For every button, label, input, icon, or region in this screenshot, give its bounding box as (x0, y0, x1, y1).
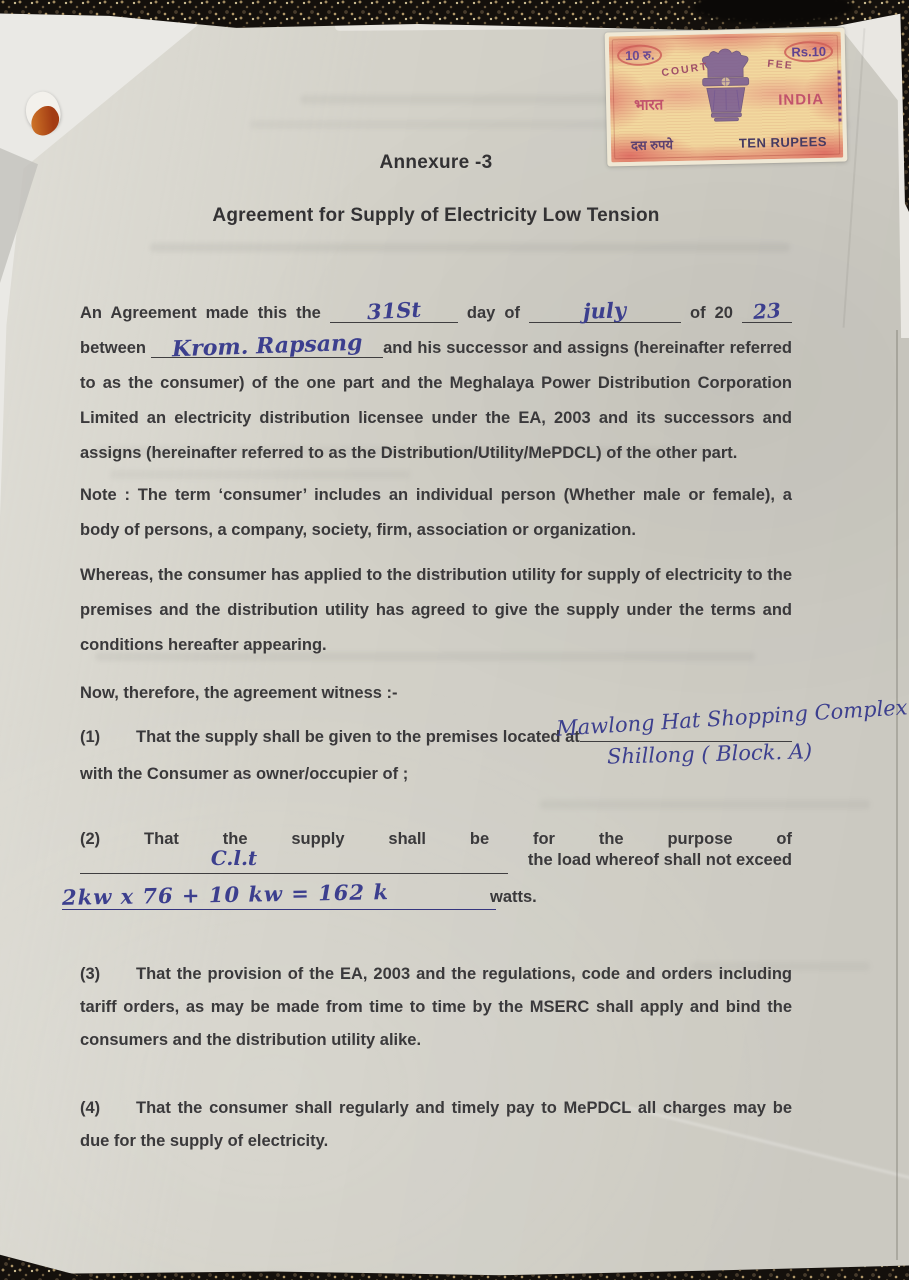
clause2-number: (2) (80, 830, 101, 848)
year-field (742, 298, 792, 324)
clause1-line2: with the Consumer as owner/occupier of ; (80, 765, 409, 783)
year-handwriting: 23 (752, 298, 782, 324)
clause2-text: That the supply shall be for the purpose of (144, 830, 792, 848)
stamp-value-english: TEN RUPEES (738, 133, 828, 151)
paper-edge-line (896, 330, 898, 1260)
stamp-court-label: COURT (660, 60, 710, 80)
purpose-field (80, 848, 508, 874)
day-handwriting: 31St (366, 296, 422, 325)
premises-handwriting-line1: Mawlong Hat Shopping Complex (555, 695, 909, 741)
clause2-line3 (61, 879, 792, 910)
clause3-paragraph (80, 958, 792, 1057)
document-seal-thread (20, 86, 64, 140)
whereas-paragraph: Whereas, the consumer has applied to the distribution utility for supply of electricity to the premises and the distribution utility has agreed to give the supply under the terms and conditions hereafter appearing. (80, 566, 792, 654)
month-field (529, 297, 681, 324)
day-field (330, 296, 458, 325)
marble-table-edge-bottom (0, 1263, 909, 1280)
month-handwriting: july (583, 297, 627, 324)
page-title: Agreement for Supply of Electricity Low Tension (212, 205, 660, 226)
purpose-handwriting: C.l.t (210, 846, 258, 870)
p1-text: between (80, 339, 147, 357)
stamp-artwork (609, 32, 844, 163)
clause1-text: That the supply shall be given to the premises located at (136, 728, 580, 746)
clause4-text: That the consumer shall regularly and timely pay to MePDCL all charges may be due for the supply of electricity. (80, 1099, 792, 1150)
clause3-text: That the provision of the EA, 2003 and the regulations, code and orders including tariff orders, as may be made from time to time by the MSERC shall apply and bind the consumers and the distribution utility alike. (80, 965, 792, 1049)
bleed-through-text (540, 800, 870, 809)
stamp-amount-left: 10 रु. (617, 44, 663, 66)
clause2-line2 (80, 848, 792, 874)
court-fee-stamp (605, 28, 848, 167)
stamp-country-english: INDIA (778, 90, 825, 109)
opening-paragraph (80, 296, 792, 471)
premises-handwriting-line2: Shillong ( Block. A) (606, 739, 813, 769)
stamp-value-hindi: दस रुपये (630, 137, 674, 153)
witness-line: Now, therefore, the agreement witness :- (80, 684, 398, 702)
stamp-country-hindi: भारत (633, 96, 664, 114)
p1-text: An Agreement made this the (80, 304, 321, 322)
p1-text: of 20 (690, 304, 733, 322)
clause3-number: (3) (80, 965, 101, 983)
clause1-number: (1) (80, 728, 101, 746)
clause2-text2: the load whereof shall not exceed (527, 851, 792, 869)
watts-label: watts. (490, 888, 537, 906)
bleed-through-text (150, 243, 790, 252)
paper-crease (843, 28, 866, 327)
annexure-heading: Annexure -3 (379, 152, 493, 173)
load-field (61, 879, 496, 910)
p1-text: and his successor and assigns (hereinafter referred to as the consumer) of the one part and the Meghalaya Power Distribution Corporation Limited an electricity distribution licensee under the EA, 2003 and its successors and assigns (hereinafter referred to as the Distribution/Utility/MePDCL) of the other part. (80, 339, 792, 462)
clause4-paragraph (80, 1092, 792, 1158)
load-handwriting: 2kw x 76 + 10 kw = 162 k (61, 879, 390, 910)
consumer-name-handwriting: Krom. Rapsang (171, 329, 363, 363)
paper-corner-fold (0, 148, 40, 283)
p1-text: day of (466, 304, 520, 322)
note-paragraph: Note : The term ‘consumer’ includes an individual person (Whether male or female), a body of persons, a company, society, firm, association or organization. (80, 486, 792, 539)
ashoka-pillar-emblem-icon (693, 43, 759, 140)
stamp-serial-marks (837, 70, 841, 122)
stamp-fee-label: FEE (766, 57, 794, 72)
stamp-amount-right: Rs.10 (784, 41, 833, 63)
clause4-number: (4) (80, 1099, 101, 1117)
consumer-name-field (151, 329, 383, 363)
